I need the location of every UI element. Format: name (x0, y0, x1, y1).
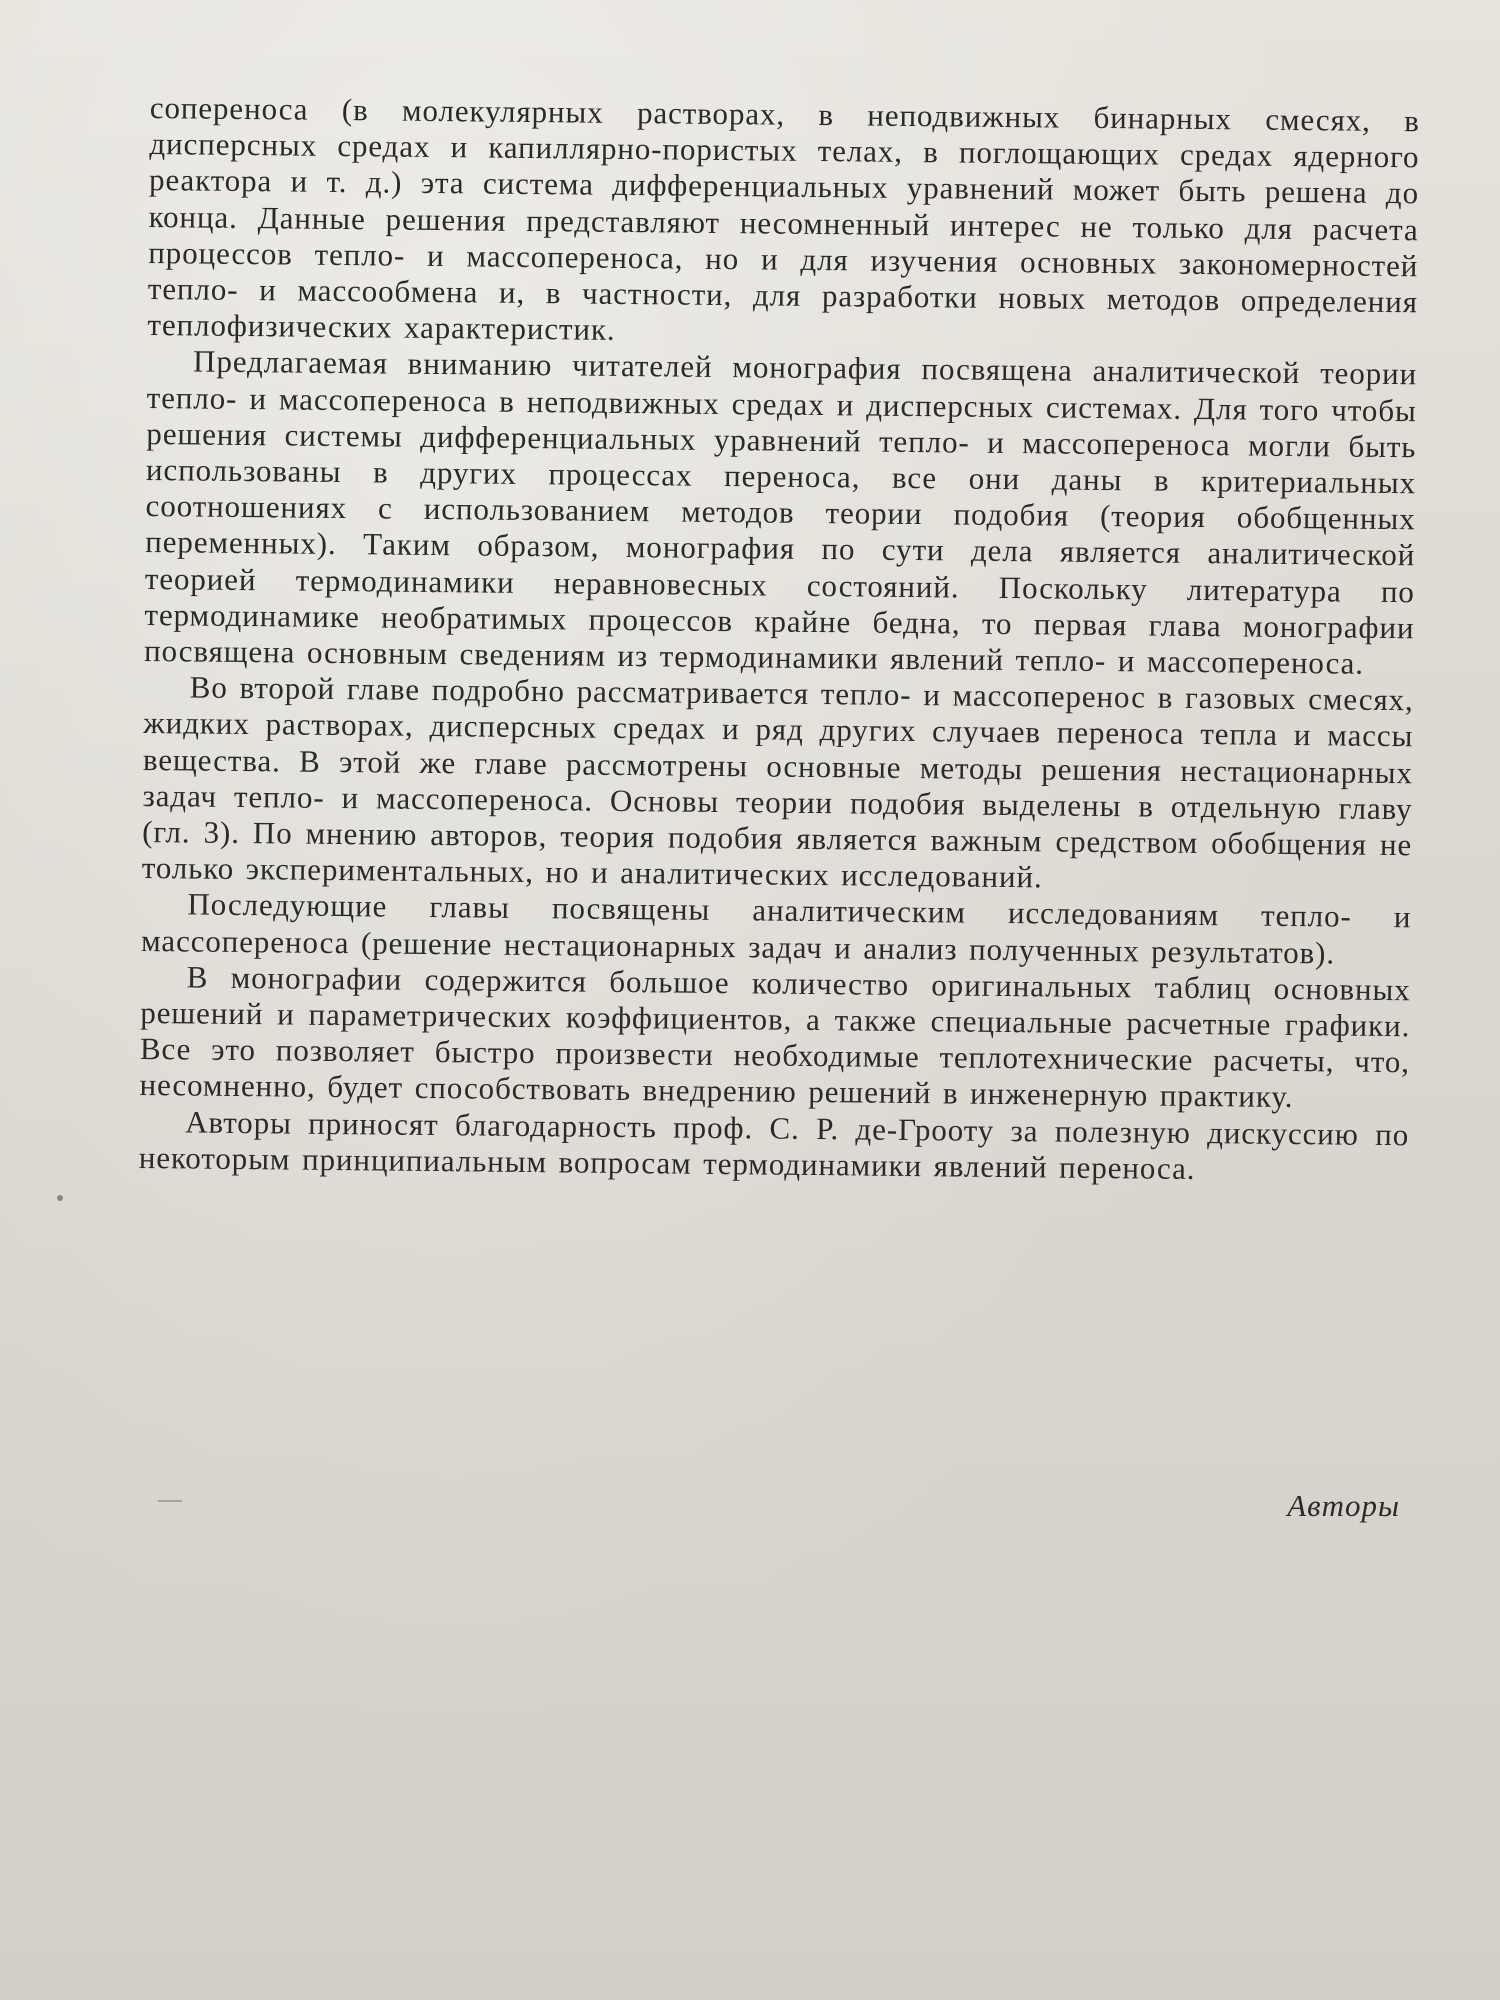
paper-mark (158, 1500, 182, 1502)
signature-authors: Авторы (1287, 1488, 1400, 1523)
paragraph-5: В монографии содержится большое количество оригинальных таблиц основных решений и параметрических коэффициентов, а также специальные расчетные графики. Все это позволяет быстро произвести необходимые теплотехнические расчеты, что, несомненно, будет способствовать внедрению решений в инженерную практику. (139, 959, 1411, 1115)
body-text (139, 90, 1420, 1189)
paragraph-4: Последующие главы посвящены аналитическим исследованиям тепло- и массопереноса (решение нестационарных задач и анализ полученных результатов). (140, 886, 1412, 971)
paragraph-6: Авторы приносят благодарность проф. С. Р. де-Грооту за полезную дискуссию по некоторым принципиальным вопросам термодинамики явлений переноса. (138, 1104, 1410, 1186)
paragraph-3: Во второй главе подробно рассматривается тепло- и массоперенос в газовых смесях, жидких растворах, дисперсных средах и ряд других случаев переноса тепла и массы вещества. В этой же главе рассмотрены основные методы решения нестационарных задач тепло- и массопереноса. Основы теории подобия выделены в отдельную главу (гл. 3). По мнению авторов, теория подобия является важным средством обобщения не только экспериментальных, но и аналитических исследований. (141, 669, 1414, 895)
paper-speck (57, 1195, 63, 1201)
paragraph-1: сопереноса (в молекулярных растворах, в неподвижных бинарных смесях, в дисперсных средах и капиллярно-пористых телах, в поглощающих средах ядерного реактора и т. д.) эта система дифференциальных уравнений может быть решена до конца. Данные решения представляют несомненный интерес не только для расчета процессов тепло- и массопереноса, но и для изучения основных закономерностей тепло- и массообмена и, в частности, для разработки новых методов определения теплофизических характеристик. (147, 90, 1420, 348)
paragraph-2: Предлагаемая вниманию читателей монография посвящена аналитической теории тепло- и массопереноса в неподвижных средах и дисперсных системах. Для того чтобы решения системы дифференциальных уравнений тепло- и массопереноса могли быть использованы в других процессах переноса, все они даны в критериальных соотношениях с использованием методов теории подобия (теория обобщенных переменных). Таким образом, монография по сути дела является аналитической теорией термодинамики неравновесных состояний. Поскольку литература по термодинамике необратимых процессов крайне бедна, то первая глава монографии посвящена основным сведениям из термодинамики явлений тепло- и массопереноса. (143, 343, 1418, 681)
